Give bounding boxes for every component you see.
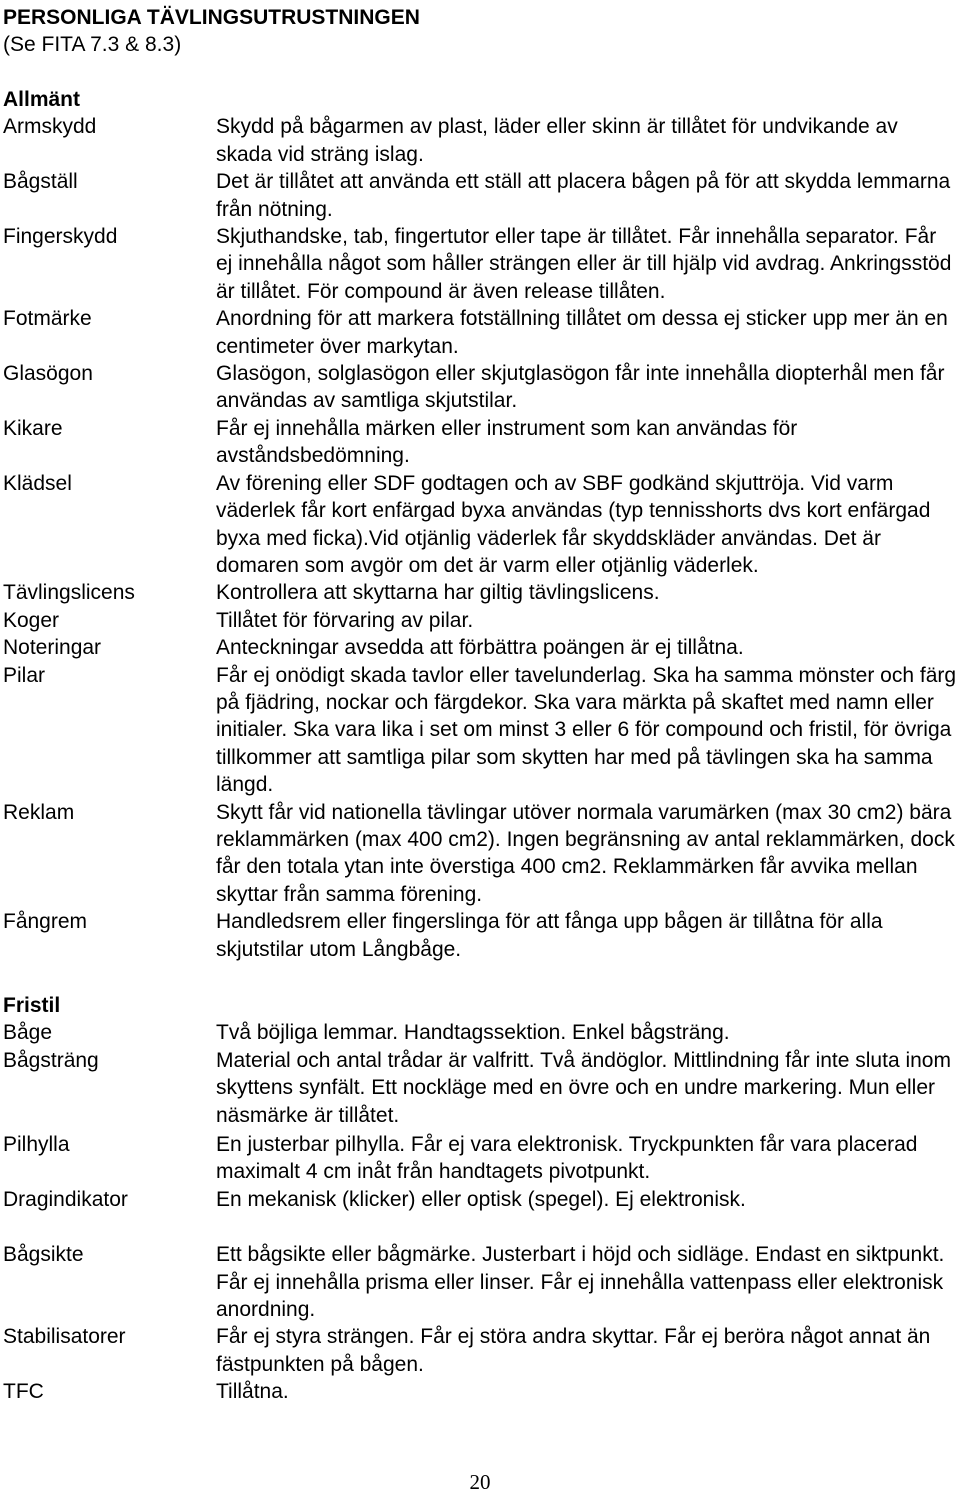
- rule-term: Bågsträng: [3, 1048, 99, 1072]
- rule-row-kikare: [3, 415, 958, 470]
- rule-row-fotmarke: [3, 305, 958, 360]
- rule-row-stabilisatorer: [3, 1323, 958, 1378]
- rule-row-bagstrang: [3, 1047, 958, 1129]
- rule-term: Dragindikator: [3, 1187, 128, 1211]
- rule-description: Av förening eller SDF godtagen och av SBF godkänd skjuttröja. Vid varm väderlek får kort enfärgad byxa användas (typ tennisshorts dvs kort enfärgad byxa med ficka).Vid otjänlig väderlek får skyddskläder användas. Det är domaren som avgör om det är varm eller otjänlig väderlek.: [216, 471, 931, 577]
- rule-description: Tillåtet för förvaring av pilar.: [216, 608, 474, 632]
- rule-term: Bågställ: [3, 170, 78, 194]
- rule-term: Armskydd: [3, 115, 97, 139]
- rule-description: En mekanisk (klicker) eller optisk (spegel). Ej elektronisk.: [216, 1187, 746, 1211]
- rule-description: Skytt får vid nationella tävlingar utöver normala varumärken (max 30 cm2) bära reklammärken (max 400 cm2). Ingen begränsning av antal reklammärken, dock får den totala ytan inte överstiga 400 cm2. Reklammärken får avvika mellan skyttar från samma förening.: [216, 800, 955, 906]
- rule-term: Fotmärke: [3, 307, 92, 331]
- document-subtitle: (Se FITA 7.3 & 8.3): [3, 33, 182, 56]
- section-heading-allmant: Allmänt: [3, 88, 81, 111]
- rule-term: Fingerskydd: [3, 225, 118, 249]
- rule-description: Får ej styra strängen. Får ej störa andra skyttar. Får ej beröra något annat än fästpunkten på bågen.: [216, 1325, 931, 1376]
- rule-description: Material och antal trådar är valfritt. Två ändöglor. Mittlindning får inte sluta inom skyttens synfält. Ett nockläge med en övre och en undre markering. Mun eller näsmärke är tillåtet.: [216, 1048, 951, 1127]
- rule-term: Kikare: [3, 416, 63, 440]
- rule-term: Tävlingslicens: [3, 581, 135, 605]
- rule-description: Kontrollera att skyttarna har giltig tävlingslicens.: [216, 581, 660, 605]
- rule-term: Stabilisatorer: [3, 1325, 126, 1349]
- rule-row-dragindikator: [3, 1186, 958, 1213]
- rule-row-bagstall: [3, 168, 958, 223]
- rule-term: Noteringar: [3, 636, 102, 660]
- rule-row-koger: [3, 607, 958, 634]
- rule-term: Fångrem: [3, 910, 88, 934]
- rule-description: Två böjliga lemmar. Handtagssektion. Enkel bågsträng.: [216, 1021, 730, 1045]
- rule-term: Klädsel: [3, 471, 72, 495]
- rule-row-fingerskydd: [3, 223, 958, 305]
- rule-term: Koger: [3, 608, 60, 632]
- rule-row-tavlingslicens: [3, 579, 958, 606]
- rule-term: Glasögon: [3, 362, 93, 386]
- rule-description: En justerbar pilhylla. Får ej vara elektronisk. Tryckpunkten får vara placerad maximalt 4 cm inåt från handtagets pivotpunkt.: [216, 1133, 918, 1184]
- rule-description: Det är tillåtet att använda ett ställ att placera bågen på för att skydda lemmarna från nötning.: [216, 170, 951, 221]
- rule-description: Anordning för att markera fotställning tillåtet om dessa ej sticker upp mer än en centimeter över markytan.: [216, 307, 948, 358]
- rule-description: Glasögon, solglasögon eller skjutglasögon får inte innehålla diopterhål men får användas av samtliga skjutstilar.: [216, 362, 945, 413]
- rule-term: Pilar: [3, 663, 46, 687]
- rule-description: Får ej onödigt skada tavlor eller tavelunderlag. Ska ha samma mönster och färg på fjädring, nockar och färgdekor. Ska vara märkta på skaftet med namn eller initialer. Ska vara lika i set om minst 3 eller 6 för compound och fristil, för övriga tillkommer att samtliga pilar som skytten har med på tävlingen ska ha samma längd.: [216, 663, 957, 797]
- rule-row-fangrem: [3, 908, 958, 963]
- rule-row-armskydd: [3, 113, 958, 168]
- rule-row-noteringar: [3, 634, 958, 661]
- document-title: PERSONLIGA TÄVLINGSUTRUSTNINGEN: [3, 6, 420, 29]
- rule-description: Får ej innehålla märken eller instrument som kan användas för avståndsbedömning.: [216, 416, 798, 468]
- rule-row-bagsikte: [3, 1241, 958, 1323]
- rule-row-pilhylla: [3, 1131, 958, 1186]
- rule-row-pilar: [3, 662, 958, 799]
- rule-row-reklam: [3, 799, 958, 909]
- rule-row-glasogon: [3, 360, 958, 415]
- rule-term: Bågsikte: [3, 1243, 84, 1267]
- section-heading-fristil: Fristil: [3, 994, 61, 1017]
- rule-row-kladsel: [3, 470, 958, 580]
- rule-term: TFC: [3, 1380, 44, 1404]
- page-number: 20: [469, 1470, 491, 1494]
- rule-term: Båge: [3, 1021, 53, 1045]
- rule-term: Pilhylla: [3, 1133, 70, 1157]
- rule-description: Skydd på bågarmen av plast, läder eller skinn är tillåtet för undvikande av skada vid sträng islag.: [216, 115, 898, 166]
- rule-description: Anteckningar avsedda att förbättra poängen är ej tillåtna.: [216, 636, 744, 660]
- rule-description: Ett bågsikte eller bågmärke. Justerbart i höjd och sidläge. Endast en siktpunkt. Får ej innehålla prisma eller linser. Får ej innehålla vattenpass eller elektronisk anordning.: [216, 1243, 945, 1322]
- rule-row-tfc: [3, 1378, 958, 1405]
- rule-row-bage: [3, 1019, 958, 1046]
- rule-description: Tillåtna.: [216, 1380, 289, 1404]
- document-page: [3, 4, 958, 1406]
- rule-description: Handledsrem eller fingerslinga för att fånga upp bågen är tillåtna för alla skjutstilar utom Långbåge.: [216, 910, 883, 961]
- rule-term: Reklam: [3, 800, 75, 824]
- rule-description: Skjuthandske, tab, fingertutor eller tape är tillåtet. Får innehålla separator. Får ej innehålla något som håller strängen eller är till hjälp vid avdrag. Ankringsstöd är tillåtet. För compound är även release tillåten.: [216, 225, 952, 303]
